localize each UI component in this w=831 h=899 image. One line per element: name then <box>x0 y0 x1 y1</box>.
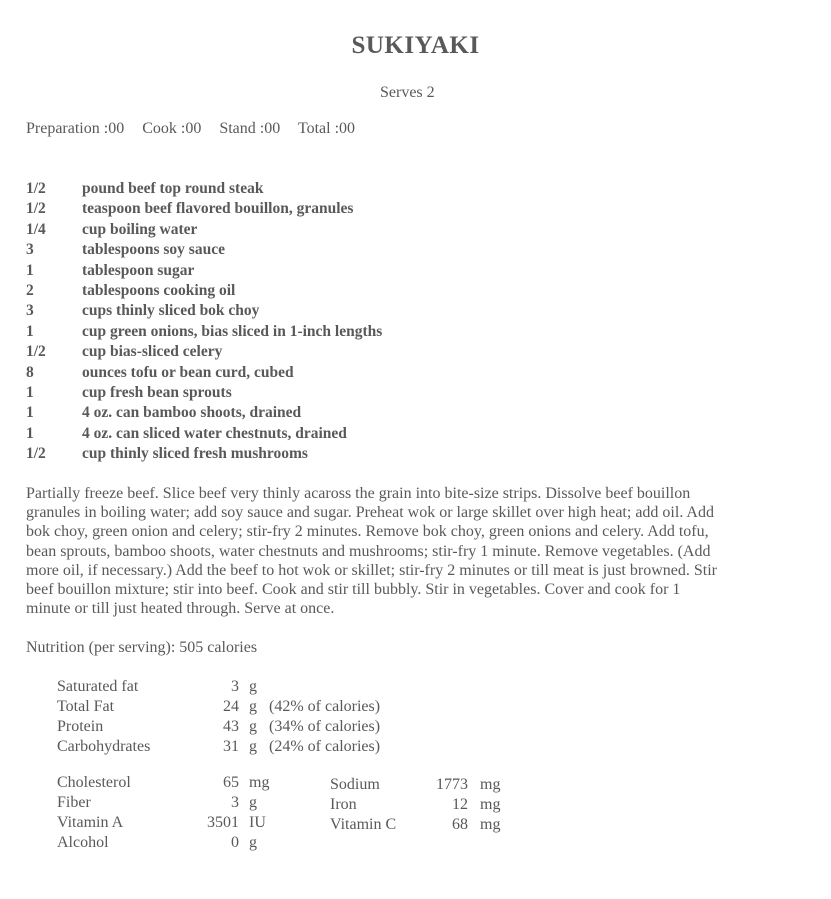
nutrient-unit: mg <box>480 776 501 793</box>
ingredient-item: cups thinly sliced bok choy <box>82 302 260 320</box>
ingredient-row <box>26 220 382 240</box>
ingredient-item: cup green onions, bias sliced in 1-inch lengths <box>82 322 383 340</box>
ingredient-row <box>26 322 382 342</box>
nutrient-label: Saturated fat <box>57 678 139 695</box>
ingredient-qty: 1 <box>26 322 34 340</box>
directions-line: granules in boiling water; add soy sauce and sugar. Preheat wok or large skillet over high heat; add oil. Add <box>26 504 714 522</box>
nutrition-row <box>57 773 269 793</box>
nutrient-unit: g <box>249 738 257 755</box>
nutrition-row <box>330 815 500 835</box>
nutrient-label: Carbohydrates <box>57 738 151 755</box>
ingredient-qty: 1/2 <box>26 343 46 361</box>
ingredient-item: ounces tofu or bean curd, cubed <box>82 363 294 381</box>
ingredient-row <box>26 301 382 321</box>
ingredient-item: tablespoon sugar <box>82 261 195 279</box>
ingredient-qty: 1/4 <box>26 220 46 238</box>
nutrient-label: Cholesterol <box>57 774 131 791</box>
time-summary <box>26 120 369 138</box>
nutrient-value: 12 <box>452 796 468 813</box>
nutrition-row <box>57 833 269 853</box>
ingredient-row <box>26 261 382 281</box>
nutrient-value: 1773 <box>436 776 468 793</box>
nutrient-unit: g <box>249 794 257 811</box>
ingredient-item: tablespoons soy sauce <box>82 241 225 259</box>
nutrient-value: 3501 <box>207 814 239 831</box>
nutrient-note: (42% of calories) <box>269 698 381 715</box>
nutrient-unit: mg <box>249 774 270 791</box>
ingredient-item: 4 oz. can bamboo shoots, drained <box>82 404 302 422</box>
nutrient-unit: IU <box>249 814 266 831</box>
nutrition-right-table <box>330 775 500 835</box>
nutrient-label: Alcohol <box>57 834 109 851</box>
nutrient-label: Vitamin C <box>330 816 397 833</box>
nutrient-note: (34% of calories) <box>269 718 381 735</box>
nutrient-label: Fiber <box>57 794 91 811</box>
nutrient-unit: g <box>249 718 257 735</box>
directions-line: beef bouillon mixture; stir into beef. Cook and stir till bubbly. Stir in vegetables. Cover and cook for 1 <box>26 581 681 599</box>
nutrient-value: 65 <box>223 774 239 791</box>
nutrient-unit: mg <box>480 816 501 833</box>
ingredient-row <box>26 403 382 423</box>
ingredient-qty: 1/2 <box>26 445 46 463</box>
nutrition-row <box>57 813 269 833</box>
ingredient-item: cup thinly sliced fresh mushrooms <box>82 445 308 463</box>
ingredient-row <box>26 424 382 444</box>
nutrition-row <box>57 697 380 717</box>
nutrition-main-table <box>57 677 380 757</box>
nutrient-value: 3 <box>231 678 239 695</box>
stand-time: Stand :00 <box>219 120 281 137</box>
nutrition-row <box>57 717 380 737</box>
total-time: Total :00 <box>297 120 356 137</box>
ingredient-item: pound beef top round steak <box>82 180 264 197</box>
recipe-title: SUKIYAKI <box>351 32 480 59</box>
ingredient-item: cup boiling water <box>82 220 198 238</box>
nutrient-value: 24 <box>223 698 239 715</box>
nutrient-value: 0 <box>231 834 239 851</box>
ingredient-qty: 1 <box>26 404 34 422</box>
nutrient-unit: g <box>249 698 257 715</box>
nutrient-value: 43 <box>223 718 239 735</box>
ingredient-row <box>26 240 382 260</box>
ingredient-row <box>26 342 382 362</box>
nutrient-label: Iron <box>330 796 357 813</box>
directions-line: minute or till just heated through. Serve at once. <box>26 600 335 618</box>
ingredient-qty: 1 <box>26 424 34 442</box>
nutrient-unit: mg <box>480 796 501 813</box>
ingredient-qty: 1/2 <box>26 180 46 197</box>
prep-time: Preparation :00 <box>26 120 125 137</box>
directions-line: bean sprouts, bamboo shoots, water chestnuts and mushrooms; stir-fry 1 minute. Remove vegetables. (Add <box>26 542 711 560</box>
ingredient-qty: 2 <box>26 281 34 299</box>
nutrition-row <box>330 775 500 795</box>
ingredient-qty: 3 <box>26 302 34 320</box>
ingredient-item: 4 oz. can sliced water chestnuts, drained <box>82 424 347 442</box>
ingredient-item: teaspoon beef flavored bouillon, granules <box>82 200 354 218</box>
ingredient-row <box>26 363 382 383</box>
nutrient-label: Protein <box>57 718 104 735</box>
directions-line: more oil, if necessary.) Add the beef to hot wok or skillet; stir-fry 2 minutes or till meat is just browned. Stir <box>26 561 717 579</box>
ingredient-qty: 3 <box>26 241 34 259</box>
ingredient-qty: 1/2 <box>26 200 46 218</box>
nutrition-left-table <box>57 773 269 853</box>
nutrient-label: Sodium <box>330 776 380 793</box>
nutrient-value: 68 <box>452 816 468 833</box>
ingredient-item: cup bias-sliced celery <box>82 343 223 361</box>
ingredient-item: tablespoons cooking oil <box>82 281 236 299</box>
nutrition-row <box>57 793 269 813</box>
ingredient-item: cup fresh bean sprouts <box>82 383 232 401</box>
ingredient-row <box>26 444 382 464</box>
ingredient-row <box>26 179 382 199</box>
nutrition-row <box>330 795 500 815</box>
nutrient-unit: g <box>249 678 257 695</box>
ingredient-qty: 8 <box>26 363 34 381</box>
nutrient-label: Vitamin A <box>57 814 124 831</box>
ingredient-list <box>26 179 382 464</box>
cook-time: Cook :00 <box>142 120 202 137</box>
ingredient-row <box>26 199 382 219</box>
nutrient-value: 3 <box>231 794 239 811</box>
nutrient-note: (24% of calories) <box>269 738 381 755</box>
directions-line: bok choy, green onion and celery; stir-fry 2 minutes. Remove bok choy, green onions and celery. Add tofu, <box>26 523 709 541</box>
nutrient-unit: g <box>249 834 257 851</box>
ingredient-row <box>26 383 382 403</box>
ingredient-qty: 1 <box>26 383 34 401</box>
ingredient-row <box>26 281 382 301</box>
directions-line: Partially freeze beef. Slice beef very thinly acaross the grain into bite-size strips. Dissolve beef bouillon <box>26 485 691 502</box>
nutrition-heading: Nutrition (per serving): 505 calories <box>26 639 258 656</box>
nutrition-row <box>57 737 380 757</box>
ingredient-qty: 1 <box>26 261 34 279</box>
nutrient-label: Total Fat <box>57 698 115 715</box>
nutrition-row <box>57 677 380 697</box>
nutrient-value: 31 <box>223 738 239 755</box>
directions-paragraph <box>26 484 816 618</box>
serves-line: Serves 2 <box>380 84 435 101</box>
